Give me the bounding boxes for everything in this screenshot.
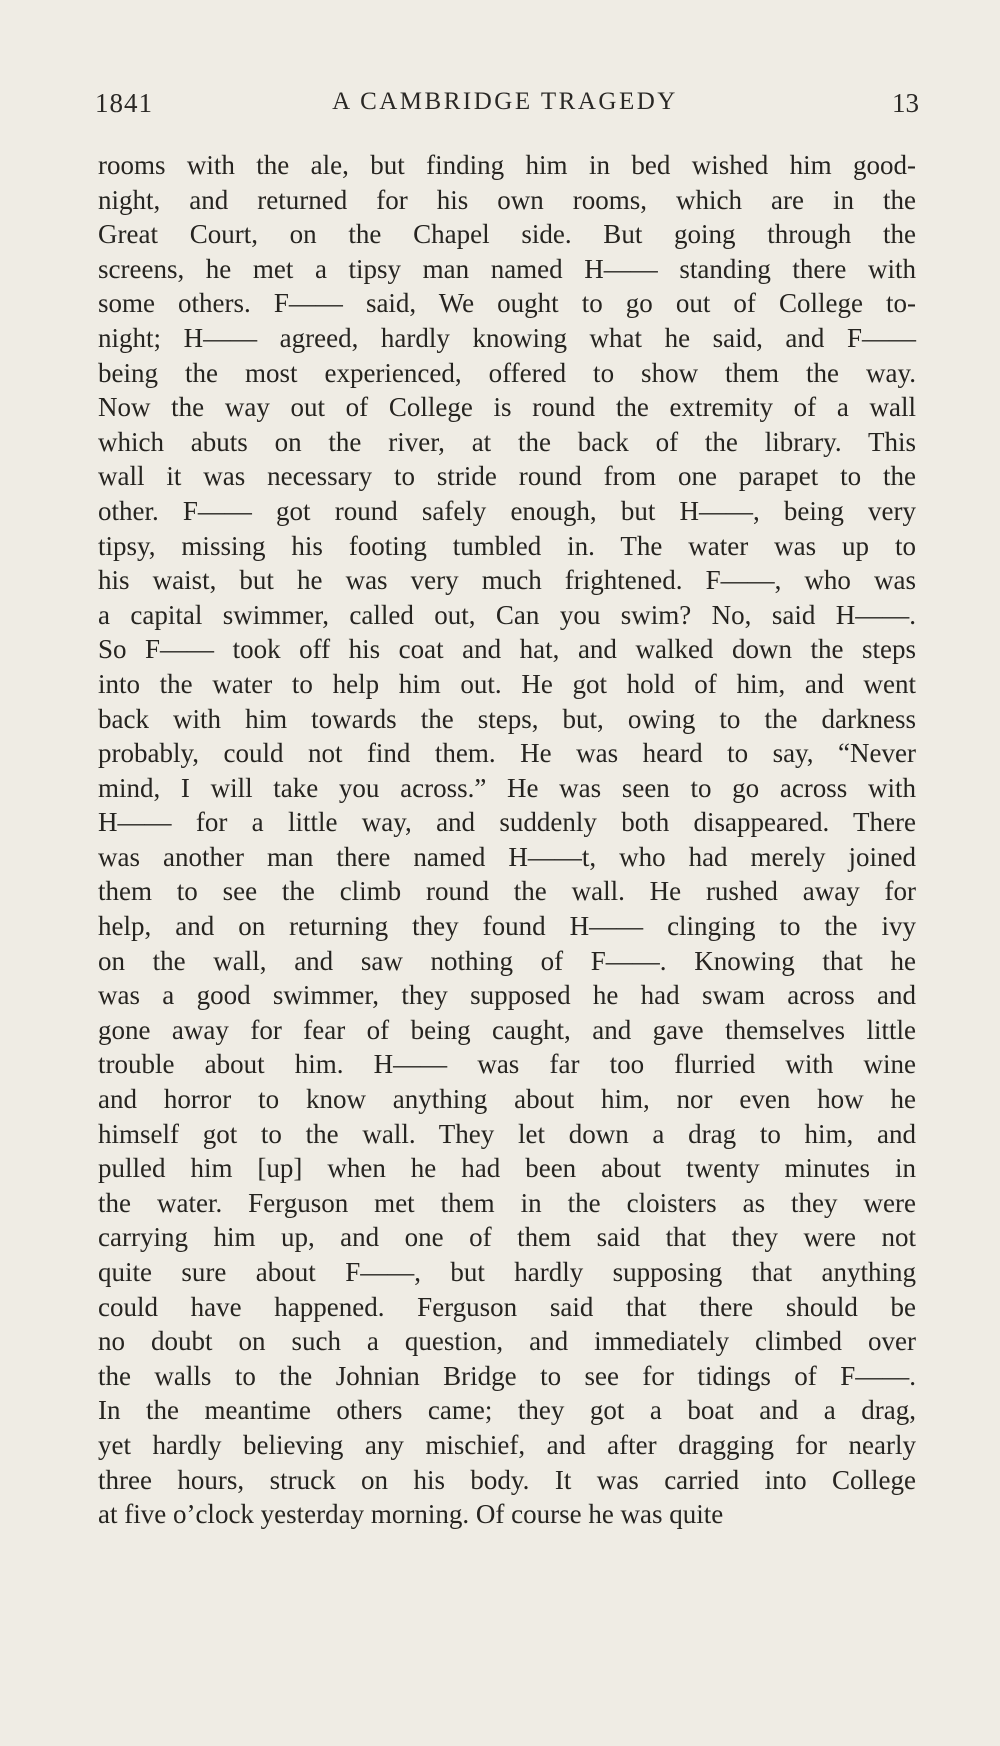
text-line: three hours, struck on his body. It was carried into College [98,1464,916,1495]
text-line: some others. F—— said, We ought to go out of College to- [98,288,916,319]
text-line: was another man there named H——t, who had merely joined [98,841,916,872]
text-line: other. F—— got round safely enough, but H——, being very [98,495,916,526]
text-line: trouble about him. H—— was far too flurried with wine [98,1049,916,1080]
text-line: H—— for a little way, and suddenly both disappeared. There [98,807,916,838]
running-header [95,88,919,128]
text-line: was a good swimmer, they supposed he had swam across and [98,980,916,1011]
text-line: pulled him [up] when he had been about twenty minutes in [98,1153,916,1184]
text-line: the walls to the Johnian Bridge to see for tidings of F——. [98,1360,916,1391]
text-line: wall it was necessary to stride round from one parapet to the [98,461,916,492]
text-line: into the water to help him out. He got hold of him, and went [98,668,916,699]
text-line: Great Court, on the Chapel side. But going through the [98,219,916,250]
text-line: them to see the climb round the wall. He rushed away for [98,876,916,907]
text-line: screens, he met a tipsy man named H—— standing there with [98,253,916,284]
text-line: yet hardly believing any mischief, and after dragging for nearly [98,1429,916,1460]
page-number: 13 [892,88,919,118]
text-line: which abuts on the river, at the back of the library. This [98,426,916,457]
text-line: at five o’clock yesterday morning. Of course he was quite [98,1499,724,1530]
text-line: quite sure about F——, but hardly supposing that anything [98,1257,916,1287]
header-year: 1841 [95,88,153,118]
text-line: gone away for fear of being caught, and gave themselves little [98,1014,916,1045]
text-line: could have happened. Ferguson said that there should be [98,1291,916,1322]
text-line: being the most experienced, offered to show them the way. [98,357,916,388]
text-line: So F—— took off his coat and hat, and walked down the steps [98,634,916,665]
text-line: night; H—— agreed, hardly knowing what he said, and F—— [98,322,916,353]
text-line: back with him towards the steps, but, owing to the darkness [98,703,916,734]
text-line: Now the way out of College is round the extremity of a wall [98,392,916,423]
text-line: and horror to know anything about him, nor even how he [98,1084,916,1115]
text-line: no doubt on such a question, and immediately climbed over [98,1326,916,1357]
text-line: his waist, but he was very much frightened. F——, who was [98,565,916,596]
text-line: himself got to the wall. They let down a drag to him, and [98,1118,916,1149]
text-line: the water. Ferguson met them in the cloisters as they were [98,1187,916,1218]
text-line: rooms with the ale, but finding him in bed wished him good- [98,150,916,180]
body-text [98,148,916,1532]
text-line: night, and returned for his own rooms, which are in the [98,184,916,215]
text-line: a capital swimmer, called out, Can you swim? No, said H——. [98,599,916,630]
text-line: on the wall, and saw nothing of F——. Knowing that he [98,945,916,976]
text-line: mind, I will take you across.” He was seen to go across with [98,772,916,803]
running-title: A CAMBRIDGE TRAGEDY [332,88,678,115]
text-line: tipsy, missing his footing tumbled in. The water was up to [98,530,916,561]
text-line: help, and on returning they found H—— clinging to the ivy [98,911,916,942]
text-line: carrying him up, and one of them said that they were not [98,1222,916,1253]
text-line: probably, could not find them. He was heard to say, “Never [98,738,916,769]
text-line: In the meantime others came; they got a boat and a drag, [98,1395,916,1426]
